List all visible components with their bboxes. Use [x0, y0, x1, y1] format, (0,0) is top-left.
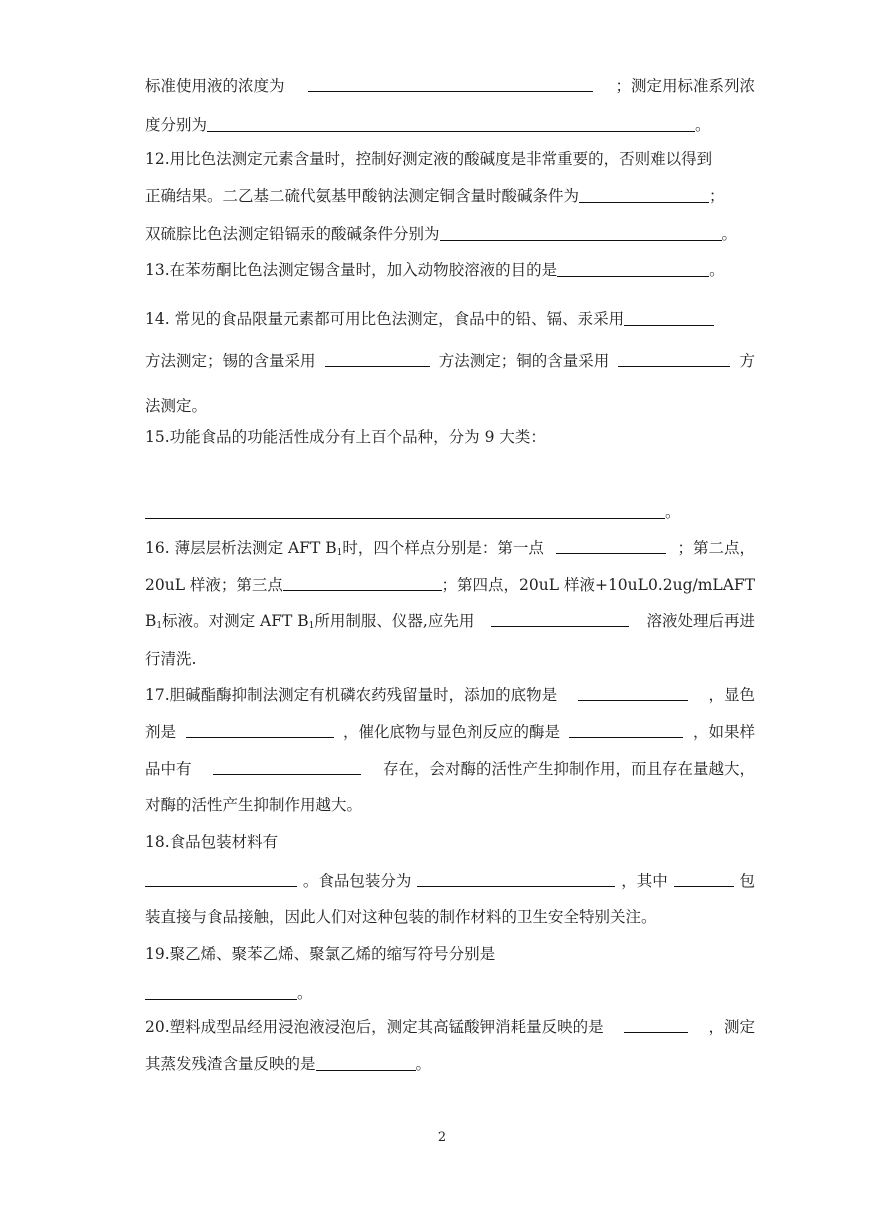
answer-blank[interactable] — [213, 758, 361, 775]
text: 时，四个样点分别是：第一点 — [342, 539, 544, 557]
answer-blank[interactable] — [417, 870, 615, 887]
answer-blank[interactable] — [186, 721, 334, 738]
answer-blank[interactable] — [557, 260, 709, 277]
question-15-line-2 — [145, 501, 755, 523]
answer-blank[interactable] — [145, 502, 665, 519]
question-16-line-4 — [145, 648, 755, 670]
text: ，显色 — [708, 686, 755, 704]
answer-blank[interactable] — [440, 224, 722, 241]
answer-blank[interactable] — [624, 309, 714, 326]
text: 14. 常见的食品限量元素都可用比色法测定，食品中的铅、镉、汞采用 — [145, 310, 625, 328]
question-17-line-2 — [145, 721, 755, 743]
question-16-line-2 — [145, 574, 755, 596]
text: 。 — [665, 503, 681, 521]
text: ，催化底物与显色剂反应的酶是 — [342, 723, 560, 741]
question-14-line-1 — [145, 308, 755, 330]
question-14-line-2 — [145, 350, 755, 372]
answer-blank[interactable] — [618, 350, 730, 367]
question-19-line-1 — [145, 943, 755, 965]
question-20-line-1 — [145, 1016, 755, 1038]
text: 度分别为 — [145, 116, 208, 134]
text: 行清洗. — [145, 650, 197, 668]
text: 16. 薄层层析法测定 AFT B — [145, 539, 337, 557]
text: ；测定用标准系列浓 — [615, 77, 755, 95]
text — [145, 610, 474, 637]
text: 18.食品包装材料有 — [145, 833, 279, 851]
subscript: 1 — [156, 621, 163, 631]
text: ；第四点，20uL 样液+10uL0.2ug/mLAFT — [441, 576, 755, 594]
text: 法测定。 — [145, 397, 208, 415]
text: 标液。对测定 AFT B — [162, 612, 309, 630]
text: 方 — [739, 352, 755, 370]
answer-blank[interactable] — [578, 684, 688, 701]
text: 。 — [695, 116, 711, 134]
text: 17.胆碱酯酶抑制法测定有机磷农药残留量时，添加的底物是 — [145, 686, 558, 704]
answer-blank[interactable] — [325, 350, 430, 367]
text: 包 — [739, 872, 755, 890]
question-12-line-2 — [145, 185, 755, 207]
question-17-line-1 — [145, 684, 755, 706]
text: 所用制服、仪器,应先用 — [314, 612, 475, 630]
line-standard-solution — [145, 75, 755, 97]
text: 19.聚乙烯、聚苯乙烯、聚氯乙烯的缩写符号分别是 — [145, 945, 496, 963]
text: 20uL 样液；第三点 — [145, 576, 283, 594]
question-16-line-3 — [145, 610, 755, 637]
text: 20.塑料成型品经用浸泡液浸泡后，测定其高锰酸钾消耗量反映的是 — [145, 1018, 604, 1036]
text: 剂是 — [145, 723, 177, 741]
question-17-line-4 — [145, 794, 755, 816]
answer-blank[interactable] — [145, 983, 297, 1000]
question-18-line-1 — [145, 831, 755, 853]
subscript: 1 — [336, 548, 343, 558]
question-16-line-1 — [145, 537, 755, 564]
question-20-line-2 — [145, 1053, 755, 1075]
answer-blank[interactable] — [145, 870, 297, 887]
question-12-line-1 — [145, 148, 755, 170]
text: ； — [709, 187, 725, 205]
text: 品中有 — [145, 760, 192, 778]
text: 。 — [297, 984, 313, 1002]
text: 装直接与食品接触，因此人们对这种包装的制作材料的卫生安全特别关注。 — [145, 908, 657, 926]
question-15-line-1 — [145, 426, 755, 448]
question-19-line-2 — [145, 982, 755, 1004]
text: 双硫腙比色法测定铅镉汞的酸碱条件分别为 — [145, 225, 440, 243]
answer-blank[interactable] — [491, 610, 629, 627]
question-18-line-2 — [145, 870, 755, 892]
text: 。 — [415, 1055, 432, 1073]
text: 其蒸发残渣含量反映的是 — [145, 1055, 316, 1073]
text: ，其中 — [621, 872, 668, 890]
text: 溶液处理后再进 — [646, 612, 755, 630]
answer-blank[interactable] — [674, 870, 734, 887]
subscript: 1 — [308, 621, 315, 631]
line-standard-series — [145, 114, 755, 136]
text: ，如果样 — [692, 723, 755, 741]
text: 方法测定；铜的含量采用 — [438, 352, 610, 370]
answer-blank[interactable] — [569, 721, 683, 738]
question-12-line-3 — [145, 223, 755, 245]
text: 13.在苯芴酮比色法测定锡含量时，加入动物胶溶液的目的是 — [145, 261, 558, 279]
text: 存在，会对酶的活性产生抑制作用，而且存在量越大， — [382, 760, 755, 778]
text: 。食品包装分为 — [302, 872, 412, 890]
text: 。 — [721, 225, 738, 243]
text: 对酶的活性产生抑制作用越大。 — [145, 796, 363, 814]
question-18-line-3 — [145, 906, 755, 928]
question-13 — [145, 259, 755, 281]
answer-blank[interactable] — [207, 115, 695, 132]
answer-blank[interactable] — [316, 1054, 416, 1071]
answer-blank[interactable] — [624, 1016, 688, 1033]
text: ，测定 — [708, 1018, 755, 1036]
answer-blank[interactable] — [556, 537, 666, 554]
text: 正确结果。二乙基二硫代氨基甲酸钠法测定铜含量时酸碱条件为 — [145, 187, 580, 205]
text: B — [145, 612, 157, 630]
question-14-line-3 — [145, 395, 755, 417]
text: 。 — [709, 261, 725, 279]
page-number: 2 — [437, 1130, 447, 1145]
answer-blank[interactable] — [579, 186, 709, 203]
text — [145, 537, 544, 564]
text: ；第二点， — [677, 539, 755, 557]
answer-blank[interactable] — [308, 75, 593, 92]
text: 12.用比色法测定元素含量时，控制好测定液的酸碱度是非常重要的，否则难以得到 — [145, 150, 713, 168]
text: 标准使用液的浓度为 — [145, 77, 285, 95]
text: 方法测定；锡的含量采用 — [145, 352, 316, 370]
answer-blank[interactable] — [283, 574, 442, 591]
question-17-line-3 — [145, 758, 755, 780]
text: 15.功能食品的功能活性成分有上百个品种，分为 9 大类： — [145, 428, 546, 446]
